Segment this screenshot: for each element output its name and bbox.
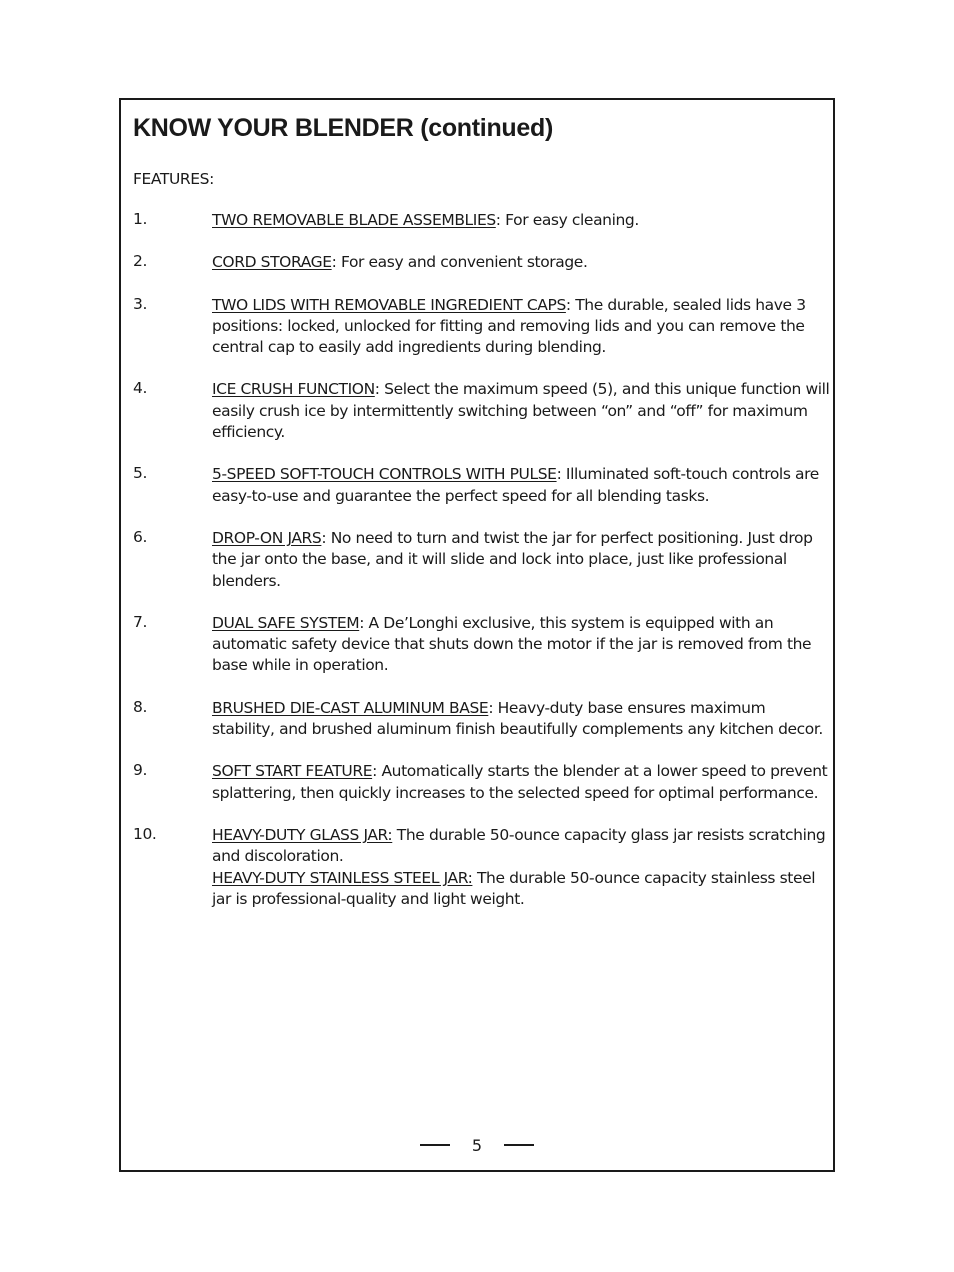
item-text — [212, 210, 832, 231]
item-heading: TWO REMOVABLE BLADE ASSEMBLIES — [212, 211, 496, 229]
item-heading: 5-SPEED SOFT-TOUCH CONTROLS WITH PULSE — [212, 465, 557, 484]
item-body: : For easy cleaning. — [495, 211, 639, 229]
item-number: 10. — [133, 824, 157, 843]
item-heading: DUAL SAFE SYSTEM — [212, 613, 360, 632]
item-body: The durable 50-ounce capacity stainless steel jar is professional-quality and light weight. — [212, 868, 816, 908]
features-list — [133, 210, 833, 931]
item-number: 8. — [133, 697, 147, 716]
item-text — [212, 379, 832, 443]
item-body: : Automatically starts the blender at a lower speed to prevent splattering, then quickly increases to the selected speed for optimal performance. — [212, 762, 828, 802]
page-footer — [121, 1130, 833, 1160]
item-body: : For easy and convenient storage. — [331, 253, 588, 272]
item-number: 2. — [133, 252, 147, 271]
features-label: FEATURES: — [133, 170, 214, 188]
list-item — [133, 761, 833, 804]
item-text — [212, 761, 832, 804]
item-text — [212, 613, 832, 677]
footer-rule-left — [420, 1144, 450, 1146]
footer-rule-right — [504, 1144, 534, 1146]
list-item — [133, 825, 833, 910]
item-body: : No need to turn and twist the jar for perfect positioning. Just drop the jar onto the base, and it will slide and lock into place, just like professional blenders. — [212, 528, 813, 590]
item-heading: ICE CRUSH FUNCTION — [212, 380, 375, 399]
list-item — [133, 698, 833, 741]
item-body: : Heavy-duty base ensures maximum stability, and brushed aluminum finish beautifully complements any kitchen decor. — [212, 698, 823, 739]
page-number: 5 — [471, 1135, 483, 1155]
item-number: 6. — [133, 527, 147, 546]
item-heading: HEAVY-DUTY GLASS JAR: — [212, 825, 393, 844]
item-text — [212, 698, 832, 741]
item-body: : A De’Longhi exclusive, this system is equipped with an automatic safety device that shuts down the motor if the jar is removed from the base while in operation. — [212, 613, 812, 675]
item-number: 3. — [133, 294, 147, 313]
item-body: : The durable, sealed lids have 3 positions: locked, unlocked for fitting and removing lids and you can remove the central cap to easily add ingredients during blending. — [212, 295, 806, 357]
item-body: : Select the maximum speed (5), and this unique function will easily crush ice by intermittently switching between “on” and “off” for maximum efficiency. — [212, 380, 830, 442]
item-heading: CORD STORAGE — [212, 253, 332, 272]
page-title: KNOW YOUR BLENDER (continued) — [133, 114, 553, 142]
item-text — [212, 252, 832, 273]
item-heading: BRUSHED DIE-CAST ALUMINUM BASE — [212, 698, 489, 717]
item-number: 5. — [133, 464, 147, 483]
item-heading: HEAVY-DUTY STAINLESS STEEL JAR: — [212, 868, 473, 887]
list-item — [133, 379, 833, 443]
list-item — [133, 613, 833, 677]
item-heading: TWO LIDS WITH REMOVABLE INGREDIENT CAPS — [212, 295, 566, 314]
item-text — [212, 295, 832, 359]
list-item — [133, 528, 833, 592]
item-text — [212, 528, 832, 592]
item-number: 1. — [133, 210, 147, 228]
item-text — [212, 464, 832, 507]
item-number: 7. — [133, 612, 147, 631]
item-number: 4. — [133, 379, 147, 398]
item-body: The durable 50-ounce capacity glass jar resists scratching and discoloration. — [212, 825, 826, 866]
page-frame — [119, 98, 835, 1172]
item-body: : Illuminated soft-touch controls are easy-to-use and guarantee the perfect speed for all blending tasks. — [212, 465, 819, 505]
item-heading: DROP-ON JARS — [212, 528, 322, 547]
list-item — [133, 295, 833, 359]
item-number: 9. — [133, 761, 147, 780]
list-item — [133, 252, 833, 273]
list-item — [133, 464, 833, 507]
item-text — [212, 825, 832, 910]
item-heading: SOFT START FEATURE — [212, 762, 373, 781]
list-item — [133, 210, 833, 231]
